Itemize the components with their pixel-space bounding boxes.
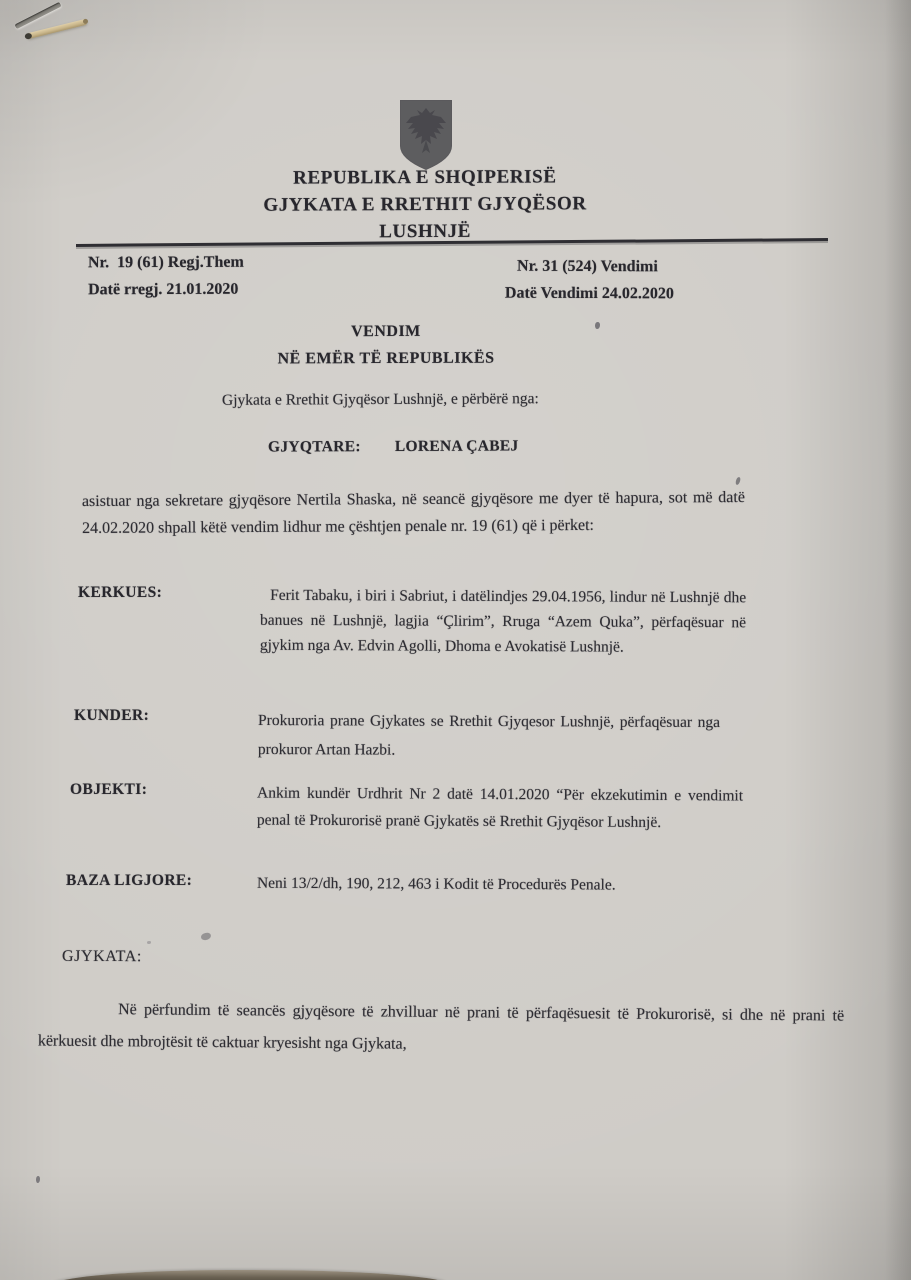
title-vendim: VENDIM bbox=[351, 322, 421, 341]
section-label: BAZA LIGJORE: bbox=[66, 872, 193, 889]
court-header bbox=[0, 162, 850, 247]
coat-of-arms-icon bbox=[398, 99, 454, 171]
decision-date: Datë Vendimi 24.02.2020 bbox=[504, 284, 674, 303]
decision-number: Nr. 31 (524) Vendimi bbox=[517, 257, 658, 276]
header-republic: REPUBLIKA E SHQIPERISË bbox=[293, 166, 557, 189]
section-label: KUNDER: bbox=[74, 707, 150, 724]
section-label: OBJEKTI: bbox=[70, 781, 148, 798]
registry-right bbox=[505, 253, 674, 308]
judge-label: GJYQTARE: bbox=[267, 438, 361, 456]
section-text: Neni 13/2/dh, 190, 212, 463 i Kodit të Procedurës Penale. bbox=[256, 874, 616, 894]
ink-speck bbox=[36, 1176, 40, 1183]
ink-speck bbox=[200, 932, 211, 941]
page-edge-shadow bbox=[885, 0, 911, 1280]
court-composition-line: Gjykata e Rrethit Gjyqësor Lushnjë, e përbërë nga: bbox=[221, 390, 539, 409]
judge-name: LORENA ÇABEJ bbox=[394, 437, 519, 455]
ink-speck bbox=[147, 941, 151, 944]
registry-number-left: Nr. 19 (61) Regj.Them bbox=[87, 253, 244, 272]
decision-title bbox=[0, 317, 772, 374]
section-text: Prokuroria prane Gjykates se Rrethit Gjyqesor Lushnjë, përfaqësuar nga prokuror Artan Hazbi. bbox=[257, 711, 721, 759]
section-text: Ferit Tabaku, i biri i Sabriut, i datëlindjes 29.04.1956, lindur në Lushnjë dhe banues në Lushnjë, lagjia “Çlirim”, Rruga “Azem Quka”, përfaqësuar në gjykim nga Av. Edvin Agolli, Dhoma e Avokatisë Lushnjë. bbox=[259, 586, 747, 656]
staple-fastener bbox=[26, 19, 88, 40]
court-heading: GJYKATA: bbox=[61, 947, 142, 966]
header-court: GJYKATA E RRETHIT GJYQËSOR bbox=[263, 193, 587, 216]
registry-date-left: Datë rregj. 21.01.2020 bbox=[88, 280, 239, 299]
section-label: KERKUES: bbox=[78, 584, 163, 601]
section-text: Ankim kundër Urdhrit Nr 2 datë 14.01.2020 “Për ekzekutimin e vendimit penal të Prokurorisë pranë Gjykatës së Rrethit Gjyqësor Lushnjë. bbox=[256, 784, 744, 831]
title-in-name-of-republic: NË EMËR TË REPUBLIKËS bbox=[277, 349, 495, 368]
closing-paragraph: Në përfundim të seancës gjyqësore të zhvilluar në prani të përfaqësuesit të Prokurorisë, si dhe në prani të kërkuesit dhe mbrojtësit të caktuar kryesisht nga Gjykata, bbox=[37, 1001, 845, 1053]
registry-left bbox=[88, 249, 244, 304]
table-edge-shadow bbox=[48, 1269, 448, 1280]
staple-slot bbox=[15, 2, 62, 29]
header-city: LUSHNJË bbox=[379, 220, 472, 243]
secretary-paragraph: asistuar nga sekretare gjyqësore Nertila Shaska, në seancë gjyqësore me dyer të hapura, sot më datë 24.02.2020 shpall këtë vendim lidhur me çështjen penale nr. 19 (61) që i përket: bbox=[81, 488, 745, 538]
judge-line bbox=[268, 437, 519, 456]
